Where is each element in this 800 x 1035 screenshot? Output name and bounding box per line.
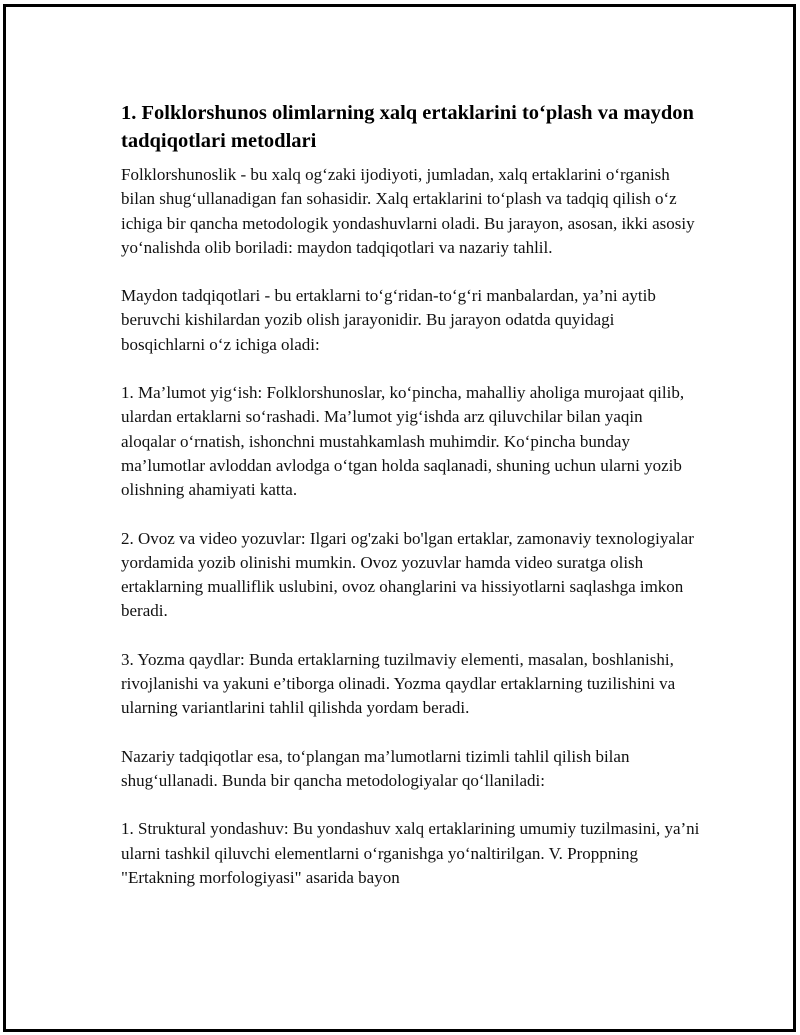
- paragraph-structural-approach: 1. Struktural yondashuv: Bu yondashuv xalq ertaklarining umumiy tuzilmasini, ya’ni ularni tashkil qiluvchi elementlarni o‘rganishga yo‘naltirilgan. V. Proppning "Ertakning morfologiyasi" asarida bayon: [121, 819, 700, 887]
- section-heading: 1. Folklorshunos olimlarning xalq ertaklarini to‘plash va maydon tadqiqotlari metodlari: [121, 102, 694, 152]
- document-body: [121, 99, 701, 914]
- paragraph-theoretical-research: Nazariy tadqiqotlar esa, to‘plangan ma’lumotlarni tizimli tahlil qilish bilan shug‘ullanadi. Bunda bir qancha metodologiyalar qo‘llaniladi:: [121, 746, 630, 790]
- paragraph-intro: Folklorshunoslik - bu xalq og‘zaki ijodiyoti, jumladan, xalq ertaklarini o‘rganish bilan shug‘ullanadigan fan sohasidir. Xalq ertaklarini to‘plash va tadqiq qilish o‘z ichiga bir qancha metodologik yondashuvlarni oladi. Bu jarayon, asosan, ikki asosiy yo‘nalishda olib boriladi: maydon tadqiqotlari va nazariy tahlil.: [121, 165, 695, 257]
- paragraph-field-research: Maydon tadqiqotlari - bu ertaklarni to‘g‘ridan-to‘g‘ri manbalardan, ya’ni aytib beruvchi kishilardan yozib olish jarayonidir. Bu jarayon odatda quyidagi bosqichlarni o‘z ichiga oladi:: [121, 286, 656, 354]
- paragraph-audio-video: 2. Ovoz va video yozuvlar: Ilgari og'zaki bo'lgan ertaklar, zamonaviy texnologiyalar yordamida yozib olinishi mumkin. Ovoz yozuvlar hamda video suratga olish ertaklarning mualliflik uslubini, ovoz ohanglarini va hissiyotlarni saqlashga imkon beradi.: [121, 528, 694, 621]
- paragraph-data-collection: 1. Ma’lumot yig‘ish: Folklorshunoslar, ko‘pincha, mahalliy aholiga murojaat qilib, ulardan ertaklarni so‘rashadi. Ma’lumot yig‘ishda arz qiluvchilar bilan yaqin aloqalar o‘rnatish, ishonchni mustahkamlash muhimdir. Ko‘pincha bunday ma’lumotlar avloddan avlodga o‘tgan holda saqlanadi, shuning uchun ularni yozib olishning ahamiyati katta.: [121, 383, 685, 500]
- page-frame: [3, 4, 796, 1032]
- paragraph-written-notes: 3. Yozma qaydlar: Bunda ertaklarning tuzilmaviy elementi, masalan, boshlanishi, rivojlanishi va yakuni e’tiborga olinadi. Yozma qaydlar ertaklarning tuzilishini va ularning variantlarini tahlil qilishda yordam beradi.: [121, 649, 676, 718]
